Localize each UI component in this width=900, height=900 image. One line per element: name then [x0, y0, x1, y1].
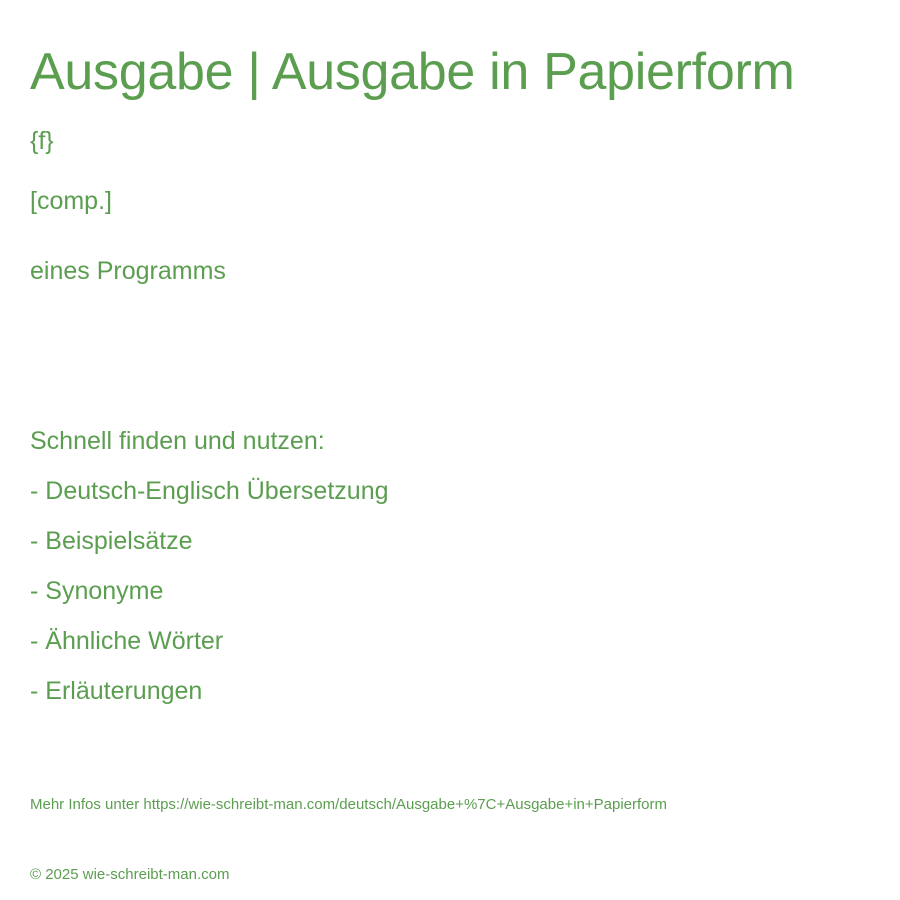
feature-item-similar-words: - Ähnliche Wörter: [30, 627, 224, 655]
feature-item-example-sentences: - Beispielsätze: [30, 527, 193, 555]
feature-item-explanations: - Erläuterungen: [30, 677, 203, 705]
promo-heading: Schnell finden und nutzen:: [30, 427, 325, 455]
page-title: Ausgabe | Ausgabe in Papierform: [30, 43, 795, 101]
feature-item-translation: - Deutsch-Englisch Übersetzung: [30, 477, 389, 505]
more-info-link-text: Mehr Infos unter https://wie-schreibt-man.com/deutsch/Ausgabe+%7C+Ausgabe+in+Papierform: [30, 796, 668, 813]
copyright-notice: © 2025 wie-schreibt-man.com: [30, 866, 230, 883]
usage-context: eines Programms: [30, 257, 226, 285]
subject-domain-label: [comp.]: [30, 187, 112, 215]
feature-item-synonyms: - Synonyme: [30, 577, 164, 605]
grammatical-gender: {f}: [30, 127, 54, 155]
